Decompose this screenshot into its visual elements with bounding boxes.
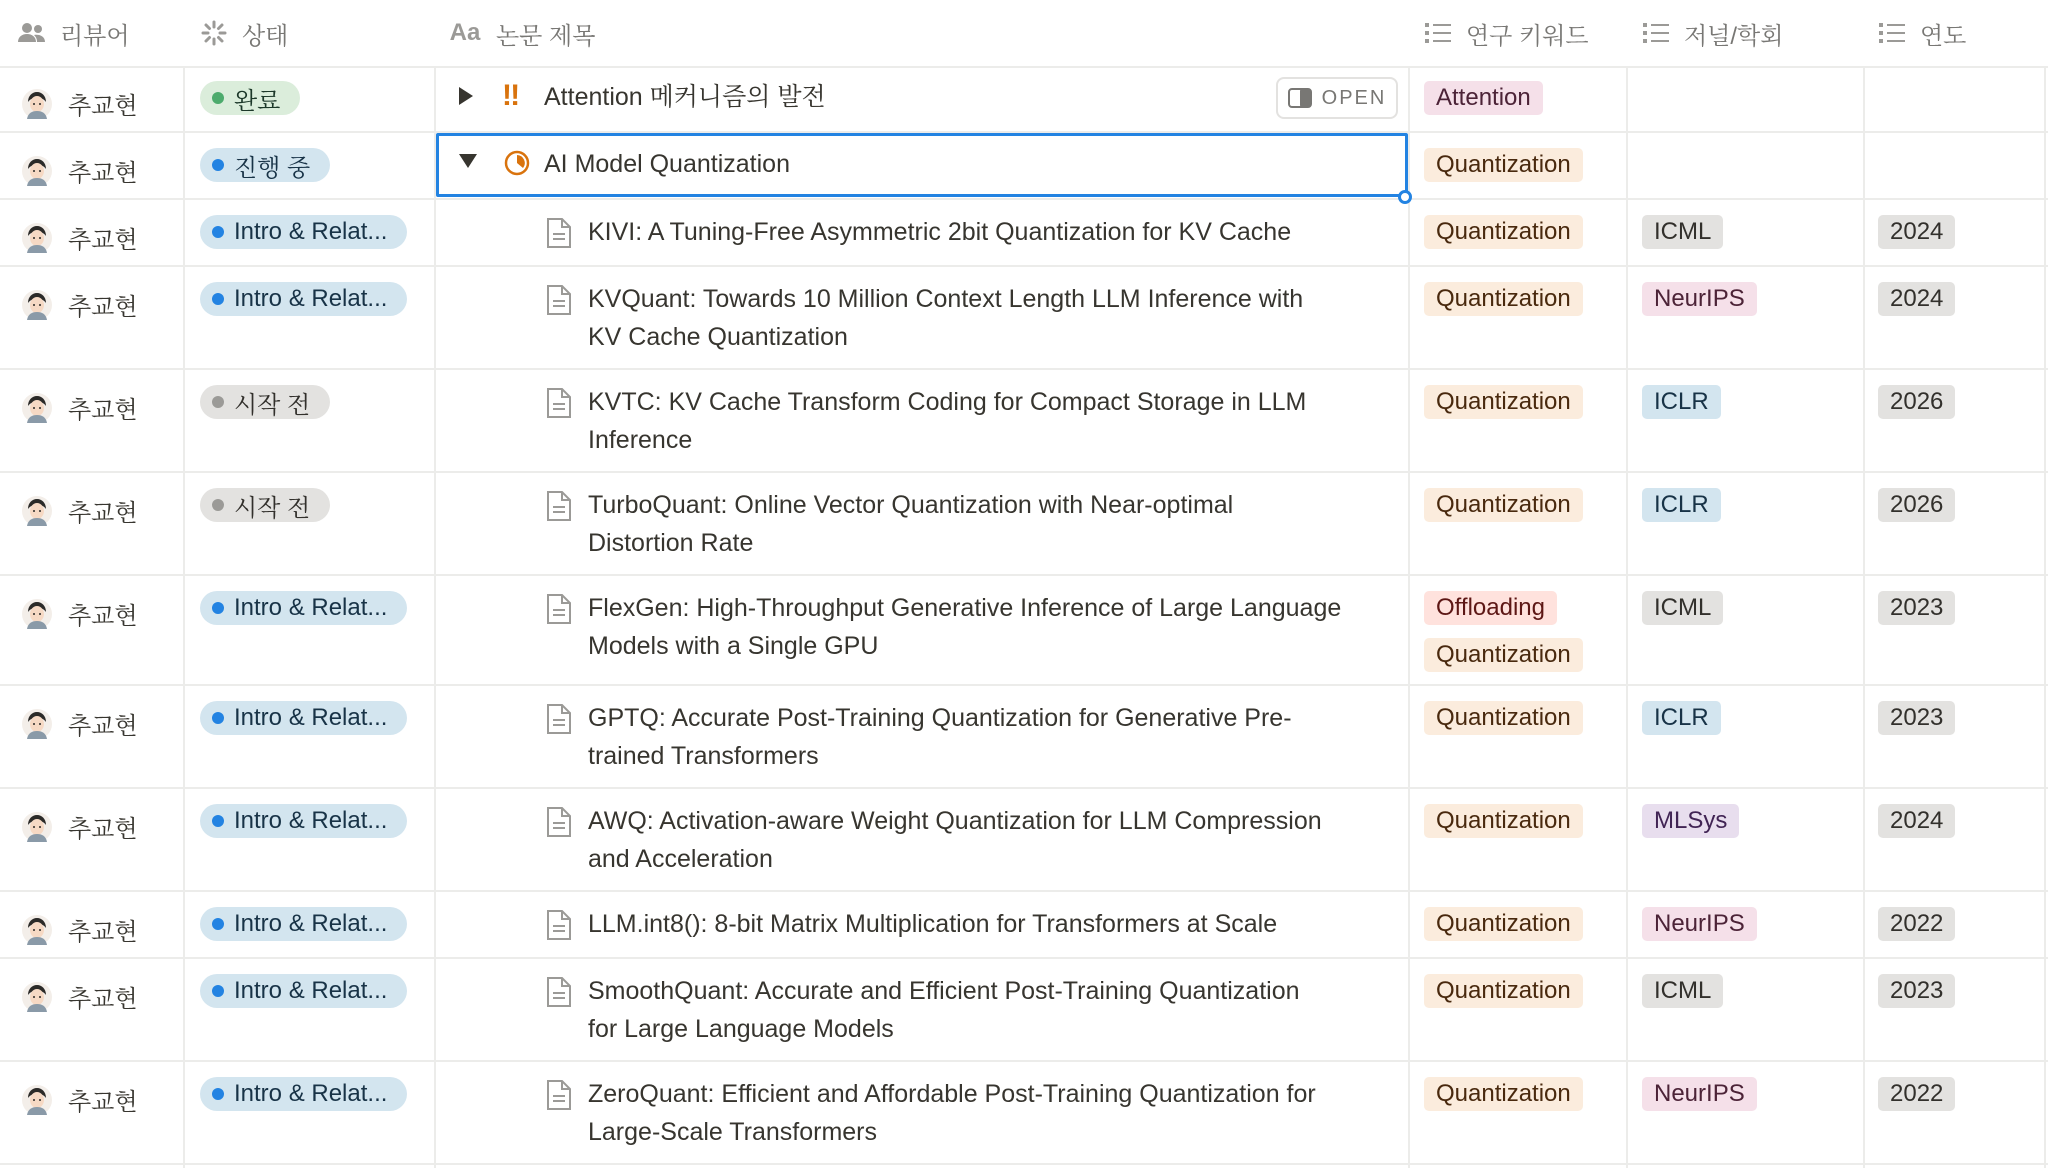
column-label: 저널/학회 bbox=[1684, 22, 1784, 50]
reviewer-name: 추교현 bbox=[68, 397, 138, 424]
list-icon bbox=[1642, 19, 1670, 47]
keyword-cell[interactable] bbox=[1424, 385, 1614, 419]
title-line: SmoothQuant: Accurate and Efficient Post-Training Quantization bbox=[588, 977, 1300, 1005]
title-line: trained Transformers bbox=[588, 742, 819, 770]
table-row[interactable] bbox=[0, 267, 2048, 370]
status-label: Intro & Relat... bbox=[234, 977, 388, 1004]
keyword-tag: Quantization bbox=[1424, 148, 1583, 182]
page-title[interactable] bbox=[588, 972, 1388, 1048]
year-tag: 2022 bbox=[1878, 1077, 1955, 1111]
keyword-cell[interactable] bbox=[1424, 804, 1614, 838]
status-badge bbox=[200, 282, 407, 316]
keyword-cell[interactable] bbox=[1424, 1077, 1614, 1111]
title-line: Models with a Single GPU bbox=[588, 632, 879, 660]
status-label: 시작 전 bbox=[234, 494, 311, 522]
title-line: ZeroQuant: Efficient and Affordable Post-Training Quantization for bbox=[588, 1080, 1316, 1108]
title-cell[interactable] bbox=[436, 1062, 1408, 1163]
title-line: Large-Scale Transformers bbox=[588, 1118, 878, 1146]
title-cell[interactable] bbox=[436, 576, 1408, 684]
keyword-tag: Quantization bbox=[1424, 488, 1583, 522]
page-title[interactable]: Attention 메커니즘의 발전 bbox=[544, 83, 826, 111]
status-dot bbox=[212, 1088, 224, 1100]
venue-tag: NeurIPS bbox=[1642, 1077, 1757, 1111]
venue-tag: ICLR bbox=[1642, 701, 1721, 735]
status-label: Intro & Relat... bbox=[234, 910, 388, 937]
keyword-tag: Quantization bbox=[1424, 282, 1583, 316]
reviewer-name: 추교현 bbox=[68, 294, 138, 321]
status-cell[interactable] bbox=[200, 215, 407, 249]
status-dot bbox=[212, 985, 224, 997]
title-line: KVTC: KV Cache Transform Coding for Compact Storage in LLM bbox=[588, 388, 1307, 416]
avatar bbox=[22, 290, 52, 320]
venue-cell[interactable] bbox=[1642, 701, 1721, 735]
venue-tag: ICLR bbox=[1642, 385, 1721, 419]
open-label: OPEN bbox=[1321, 86, 1387, 109]
year-tag: 2022 bbox=[1878, 907, 1955, 941]
keyword-tag: Quantization bbox=[1424, 907, 1583, 941]
venue-cell[interactable] bbox=[1642, 282, 1757, 316]
people-icon bbox=[18, 19, 46, 47]
status-dot bbox=[212, 396, 224, 408]
year-cell[interactable] bbox=[1878, 215, 1955, 249]
table-row[interactable] bbox=[0, 66, 2048, 133]
reviewer-name: 추교현 bbox=[68, 603, 138, 630]
document-icon bbox=[546, 284, 572, 316]
venue-tag: MLSys bbox=[1642, 804, 1739, 838]
venue-cell[interactable] bbox=[1642, 974, 1723, 1008]
status-dot bbox=[212, 226, 224, 238]
keyword-cell[interactable] bbox=[1424, 488, 1614, 522]
page-title[interactable]: AI Model Quantization bbox=[544, 150, 790, 178]
page-title[interactable] bbox=[588, 383, 1388, 459]
reviewer-cell[interactable] bbox=[22, 287, 138, 322]
status-dot bbox=[212, 92, 224, 104]
page-title[interactable] bbox=[588, 1075, 1388, 1151]
side-peek-icon bbox=[1288, 88, 1312, 108]
status-cell[interactable] bbox=[200, 282, 407, 316]
year-tag: 2023 bbox=[1878, 591, 1955, 625]
venue-cell[interactable] bbox=[1642, 385, 1721, 419]
keyword-cell[interactable] bbox=[1424, 701, 1614, 735]
status-label: Intro & Relat... bbox=[234, 594, 388, 621]
status-spinner-icon bbox=[200, 19, 228, 47]
list-icon bbox=[1424, 19, 1452, 47]
document-icon bbox=[546, 806, 572, 838]
title-line: LLM.int8(): 8-bit Matrix Multiplication for Transformers at Scale bbox=[588, 910, 1278, 938]
column-label: 리뷰어 bbox=[60, 22, 130, 50]
status-cell[interactable] bbox=[200, 148, 330, 182]
venue-cell[interactable] bbox=[1642, 907, 1757, 941]
year-cell[interactable] bbox=[1878, 488, 1955, 522]
title-line: Inference bbox=[588, 426, 693, 454]
keyword-cell[interactable] bbox=[1424, 148, 1614, 182]
title-line: KIVI: A Tuning-Free Asymmetric 2bit Quantization for KV Cache bbox=[588, 218, 1292, 246]
document-icon bbox=[546, 1079, 572, 1111]
status-badge bbox=[200, 488, 330, 522]
text-type-icon: Aa bbox=[449, 19, 481, 46]
keyword-tag: Offloading bbox=[1424, 591, 1557, 625]
reviewer-name: 추교현 bbox=[68, 500, 138, 527]
table-row[interactable] bbox=[0, 370, 2048, 473]
keyword-cell[interactable] bbox=[1424, 81, 1614, 115]
keyword-cell[interactable] bbox=[1424, 974, 1614, 1008]
open-page-button[interactable] bbox=[1276, 77, 1398, 119]
status-dot bbox=[212, 815, 224, 827]
keyword-tag: Quantization bbox=[1424, 974, 1583, 1008]
expand-arrow-icon[interactable] bbox=[456, 84, 480, 108]
keyword-tag: Quantization bbox=[1424, 215, 1583, 249]
reviewer-name: 추교현 bbox=[68, 919, 138, 946]
column-header-venue[interactable] bbox=[1642, 0, 1783, 66]
page-title[interactable] bbox=[588, 905, 1388, 943]
title-cell[interactable] bbox=[436, 959, 1408, 1060]
status-cell[interactable] bbox=[200, 1077, 407, 1111]
year-cell[interactable] bbox=[1878, 591, 1955, 625]
status-cell[interactable] bbox=[200, 488, 330, 522]
status-badge bbox=[200, 591, 407, 625]
avatar bbox=[22, 982, 52, 1012]
reviewer-cell[interactable] bbox=[22, 912, 138, 947]
venue-tag: ICML bbox=[1642, 215, 1723, 249]
document-icon bbox=[546, 593, 572, 625]
document-icon bbox=[546, 387, 572, 419]
document-icon bbox=[546, 490, 572, 522]
priority-exclamation-icon: ‼ bbox=[502, 79, 519, 112]
page-title[interactable] bbox=[588, 699, 1388, 775]
column-label: 상태 bbox=[242, 22, 289, 50]
title-line: FlexGen: High-Throughput Generative Inference of Large Language bbox=[588, 594, 1342, 622]
reviewer-cell[interactable] bbox=[22, 493, 138, 528]
reviewer-name: 추교현 bbox=[68, 816, 138, 843]
reviewer-name: 추교현 bbox=[68, 93, 138, 120]
status-badge bbox=[200, 215, 407, 249]
reviewer-cell[interactable] bbox=[22, 1082, 138, 1117]
venue-tag: ICML bbox=[1642, 974, 1723, 1008]
column-label: 연구 키워드 bbox=[1466, 22, 1589, 50]
keyword-cell[interactable] bbox=[1424, 282, 1614, 316]
status-cell[interactable] bbox=[200, 907, 407, 941]
reviewer-cell[interactable] bbox=[22, 390, 138, 425]
keyword-tag: Quantization bbox=[1424, 385, 1583, 419]
avatar bbox=[22, 915, 52, 945]
page-title[interactable] bbox=[588, 280, 1388, 356]
title-line: KVQuant: Towards 10 Million Context Length LLM Inference with bbox=[588, 285, 1304, 313]
status-label: Intro & Relat... bbox=[234, 218, 388, 245]
title-line: GPTQ: Accurate Post-Training Quantization for Generative Pre- bbox=[588, 704, 1292, 732]
title-cell[interactable] bbox=[436, 267, 1408, 368]
title-cell[interactable] bbox=[436, 370, 1408, 471]
year-cell[interactable] bbox=[1878, 907, 1955, 941]
title-line: for Large Language Models bbox=[588, 1015, 894, 1043]
table-row[interactable] bbox=[0, 686, 2048, 789]
status-label: 진행 중 bbox=[234, 154, 311, 182]
selection-resize-handle[interactable] bbox=[1398, 190, 1412, 204]
status-badge bbox=[200, 907, 407, 941]
reviewer-name: 추교현 bbox=[68, 227, 138, 254]
reviewer-name: 추교현 bbox=[68, 1089, 138, 1116]
status-badge bbox=[200, 701, 407, 735]
table-row[interactable] bbox=[0, 200, 2048, 267]
table-row[interactable] bbox=[0, 892, 2048, 959]
year-cell[interactable] bbox=[1878, 974, 1955, 1008]
year-cell[interactable] bbox=[1878, 1077, 1955, 1111]
status-label: Intro & Relat... bbox=[234, 1080, 388, 1107]
venue-cell[interactable] bbox=[1642, 1077, 1757, 1111]
venue-tag: NeurIPS bbox=[1642, 907, 1757, 941]
status-cell[interactable] bbox=[200, 974, 407, 1008]
title-cell[interactable] bbox=[436, 789, 1408, 890]
avatar bbox=[22, 496, 52, 526]
page-title[interactable] bbox=[588, 589, 1388, 665]
keyword-tag: Attention bbox=[1424, 81, 1543, 115]
column-label: 연도 bbox=[1920, 22, 1967, 50]
avatar bbox=[22, 223, 52, 253]
keyword-tag: Quantization bbox=[1424, 804, 1583, 838]
title-line: AWQ: Activation-aware Weight Quantization for LLM Compression bbox=[588, 807, 1322, 835]
status-badge bbox=[200, 81, 300, 115]
document-icon bbox=[546, 909, 572, 941]
table-row[interactable] bbox=[0, 1062, 2048, 1165]
reviewer-cell[interactable] bbox=[22, 979, 138, 1014]
column-header-title[interactable] bbox=[448, 0, 595, 66]
venue-tag: ICLR bbox=[1642, 488, 1721, 522]
venue-tag: ICML bbox=[1642, 591, 1723, 625]
status-dot bbox=[212, 293, 224, 305]
document-icon bbox=[546, 703, 572, 735]
title-line: and Acceleration bbox=[588, 845, 773, 873]
avatar bbox=[22, 1085, 52, 1115]
status-label: 시작 전 bbox=[234, 391, 311, 419]
status-label: Intro & Relat... bbox=[234, 285, 388, 312]
year-tag: 2026 bbox=[1878, 488, 1955, 522]
keyword-tag: Quantization bbox=[1424, 638, 1583, 672]
status-cell[interactable] bbox=[200, 804, 407, 838]
list-icon bbox=[1878, 19, 1906, 47]
page-title[interactable] bbox=[588, 213, 1388, 251]
table-row[interactable] bbox=[0, 959, 2048, 1062]
reviewer-name: 추교현 bbox=[68, 160, 138, 187]
keyword-tag: Quantization bbox=[1424, 701, 1583, 735]
reviewer-cell[interactable] bbox=[22, 86, 138, 121]
status-badge bbox=[200, 804, 407, 838]
table-row[interactable] bbox=[0, 576, 2048, 686]
column-header-status[interactable] bbox=[200, 0, 288, 66]
cell-selection-outline bbox=[436, 133, 1408, 197]
venue-cell[interactable] bbox=[1642, 488, 1721, 522]
status-label: Intro & Relat... bbox=[234, 807, 388, 834]
status-badge bbox=[200, 974, 407, 1008]
venue-cell[interactable] bbox=[1642, 215, 1723, 249]
venue-cell[interactable] bbox=[1642, 591, 1723, 625]
keyword-tag: Quantization bbox=[1424, 1077, 1583, 1111]
reviewer-cell[interactable] bbox=[22, 220, 138, 255]
table-row[interactable] bbox=[0, 473, 2048, 576]
status-badge bbox=[200, 148, 330, 182]
year-cell[interactable] bbox=[1878, 701, 1955, 735]
avatar bbox=[22, 812, 52, 842]
year-tag: 2024 bbox=[1878, 282, 1955, 316]
column-header-year[interactable] bbox=[1878, 0, 1966, 66]
reviewer-cell[interactable] bbox=[22, 706, 138, 741]
avatar bbox=[22, 393, 52, 423]
status-label: 완료 bbox=[234, 87, 281, 115]
title-cell[interactable] bbox=[436, 892, 1408, 957]
year-tag: 2023 bbox=[1878, 974, 1955, 1008]
status-cell[interactable] bbox=[200, 701, 407, 735]
keyword-cell[interactable] bbox=[1424, 907, 1614, 941]
avatar bbox=[22, 156, 52, 186]
column-header-reviewer[interactable] bbox=[18, 0, 130, 66]
reviewer-name: 추교현 bbox=[68, 986, 138, 1013]
status-badge bbox=[200, 385, 330, 419]
title-cell[interactable] bbox=[436, 66, 1408, 131]
column-label: 논문 제목 bbox=[496, 22, 596, 50]
reviewer-cell[interactable] bbox=[22, 153, 138, 188]
status-cell[interactable] bbox=[200, 591, 407, 625]
page-title[interactable] bbox=[588, 802, 1388, 878]
year-cell[interactable] bbox=[1878, 385, 1955, 419]
year-cell[interactable] bbox=[1878, 282, 1955, 316]
title-cell[interactable] bbox=[436, 200, 1408, 265]
page-title[interactable] bbox=[588, 486, 1388, 562]
status-dot bbox=[212, 712, 224, 724]
status-cell[interactable] bbox=[200, 385, 330, 419]
venue-cell[interactable] bbox=[1642, 804, 1739, 838]
venue-tag: NeurIPS bbox=[1642, 282, 1757, 316]
document-icon bbox=[546, 217, 572, 249]
reviewer-name: 추교현 bbox=[68, 713, 138, 740]
year-cell[interactable] bbox=[1878, 804, 1955, 838]
title-cell[interactable] bbox=[436, 473, 1408, 574]
avatar bbox=[22, 709, 52, 739]
avatar bbox=[22, 89, 52, 119]
status-dot bbox=[212, 159, 224, 171]
title-line: TurboQuant: Online Vector Quantization with Near-optimal bbox=[588, 491, 1234, 519]
title-line: Distortion Rate bbox=[588, 529, 754, 557]
year-tag: 2024 bbox=[1878, 215, 1955, 249]
table-header bbox=[0, 0, 2048, 68]
title-line: KV Cache Quantization bbox=[588, 323, 848, 351]
status-cell[interactable] bbox=[200, 81, 300, 115]
status-badge bbox=[200, 1077, 407, 1111]
status-dot bbox=[212, 499, 224, 511]
avatar bbox=[22, 599, 52, 629]
column-header-keyword[interactable] bbox=[1424, 0, 1589, 66]
title-cell[interactable] bbox=[436, 686, 1408, 787]
year-tag: 2024 bbox=[1878, 804, 1955, 838]
year-tag: 2023 bbox=[1878, 701, 1955, 735]
reviewer-cell[interactable] bbox=[22, 809, 138, 844]
status-dot bbox=[212, 602, 224, 614]
table-row[interactable] bbox=[0, 789, 2048, 892]
status-dot bbox=[212, 918, 224, 930]
keyword-cell[interactable] bbox=[1424, 591, 1614, 672]
year-tag: 2026 bbox=[1878, 385, 1955, 419]
status-label: Intro & Relat... bbox=[234, 704, 388, 731]
document-icon bbox=[546, 976, 572, 1008]
reviewer-cell[interactable] bbox=[22, 596, 138, 631]
keyword-cell[interactable] bbox=[1424, 215, 1614, 249]
